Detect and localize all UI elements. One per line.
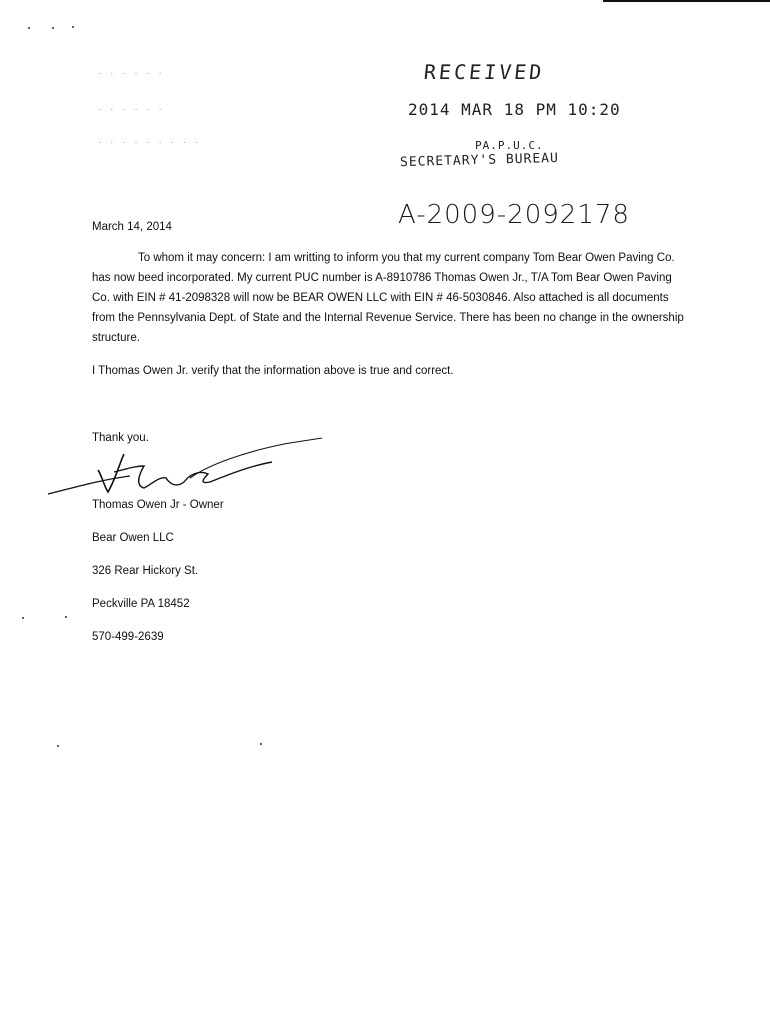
signer-name: Thomas Owen Jr - Owner — [92, 499, 224, 511]
scan-speck — [72, 26, 74, 28]
scan-speck — [22, 617, 24, 619]
scan-speck — [28, 27, 30, 29]
received-stamp: RECEIVED — [422, 60, 546, 84]
letter-body: To whom it may concern: I am writting to inform you that my current company Tom Bear Owen Paving Co. has now beed incorporated. My current PUC number is A-8910786 Thomas Owen Jr., T/A Tom Bear Owen Paving Co. with EIN # 41-2098328 will now be BEAR OWEN LLC with EIN # 46-5030846. Also attached is all documents from the Pennsylvania Dept. of State and the Internal Revenue Service. There has been no change in the ownership structure. — [92, 252, 684, 344]
docket-number: A-2009-2092178 — [398, 200, 630, 230]
phone-number: 570-499-2639 — [92, 631, 164, 643]
scan-speck — [260, 743, 262, 745]
received-stamp-date: 2014 MAR 18 PM 10:20 — [408, 100, 621, 119]
scan-speck — [57, 745, 59, 747]
scan-speck — [52, 27, 54, 29]
scan-edge-line — [603, 0, 770, 2]
closing: Thank you. — [92, 432, 149, 444]
received-stamp-agency: PA.P.U.C. — [475, 139, 544, 152]
company-name: Bear Owen LLC — [92, 532, 174, 544]
faded-letterhead-line: · · · · · · · · · — [98, 137, 202, 148]
faded-letterhead-line: · · · · · · — [98, 104, 165, 115]
received-stamp-bureau: SECRETARY'S BUREAU — [399, 150, 560, 171]
city-state-zip: Peckville PA 18452 — [92, 598, 190, 610]
street-address: 326 Rear Hickory St. — [92, 565, 199, 577]
letter-date: March 14, 2014 — [92, 221, 172, 233]
scan-speck — [65, 616, 67, 618]
faded-letterhead-line: · · · · · · — [98, 68, 165, 79]
verification-statement: I Thomas Owen Jr. verify that the information above is true and correct. — [92, 365, 454, 377]
